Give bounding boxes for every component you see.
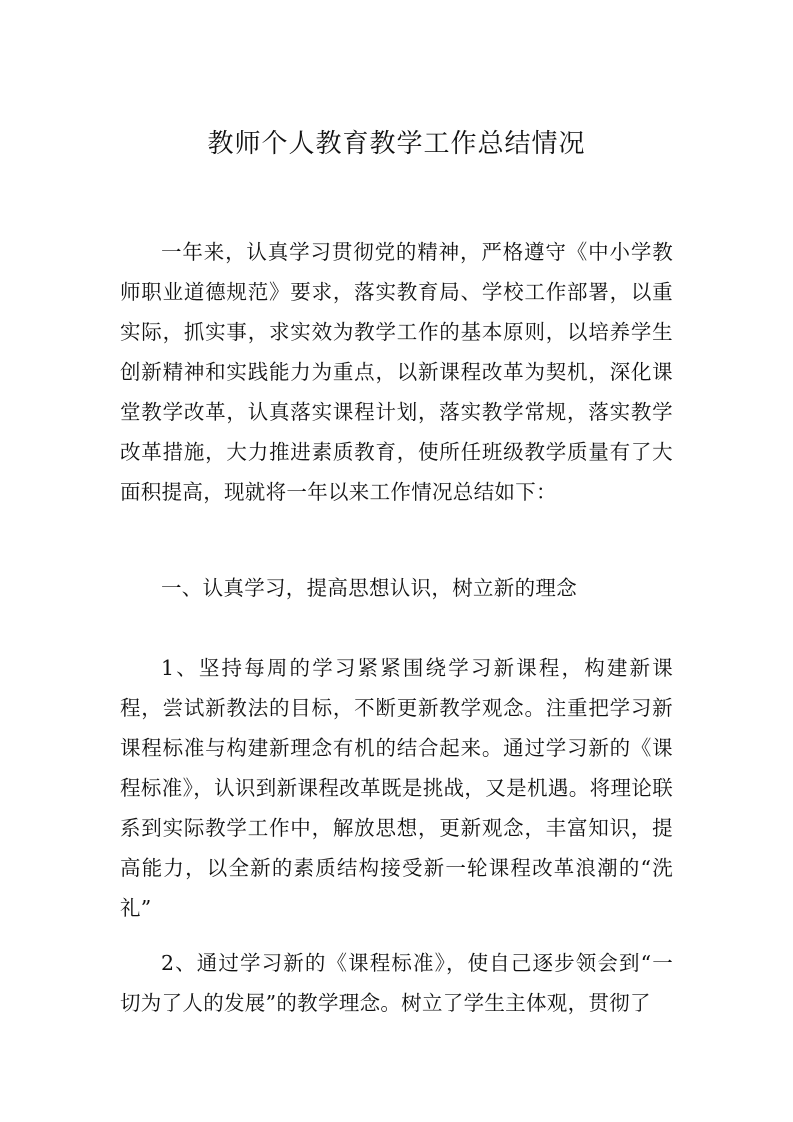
intro-paragraph: 一年来，认真学习贯彻党的精神，严格遵守《中小学教师职业道德规范》要求，落实教育局、学校工作部署，以重实际，抓实事，求实效为教学工作的基本原则，以培养学生创新精神和实践能力为重点，以新课程改革为契机，深化课堂教学改革，认真落实课程计划，落实教学常规，落实教学改革措施，大力推进素质教育，使所任班级教学质量有了大面积提高，现就将一年以来工作情况总结如下：: [120, 240, 673, 504]
point-1-paragraph: 1、坚持每周的学习紧紧围绕学习新课程，构建新课程，尝试新教法的目标，不断更新教学观念。注重把学习新课程标准与构建新理念有机的结合起来。通过学习新的《课程标准》，认识到新课程改革既是挑战，又是机遇。将理论联系到实际教学工作中，解放思想，更新观念，丰富知识，提高能力，以全新的素质结构接受新一轮课程改革浪潮的“洗礼”: [120, 656, 673, 920]
document-title: 教师个人教育教学工作总结情况: [207, 129, 586, 159]
section-heading: 一、认真学习，提高思想认识，树立新的理念: [161, 576, 577, 600]
point-2-paragraph: 2、通过学习新的《课程标准》，使自己逐步领会到“一切为了人的发展”的教学理念。树立了学生主体观，贯彻了: [120, 951, 673, 1015]
